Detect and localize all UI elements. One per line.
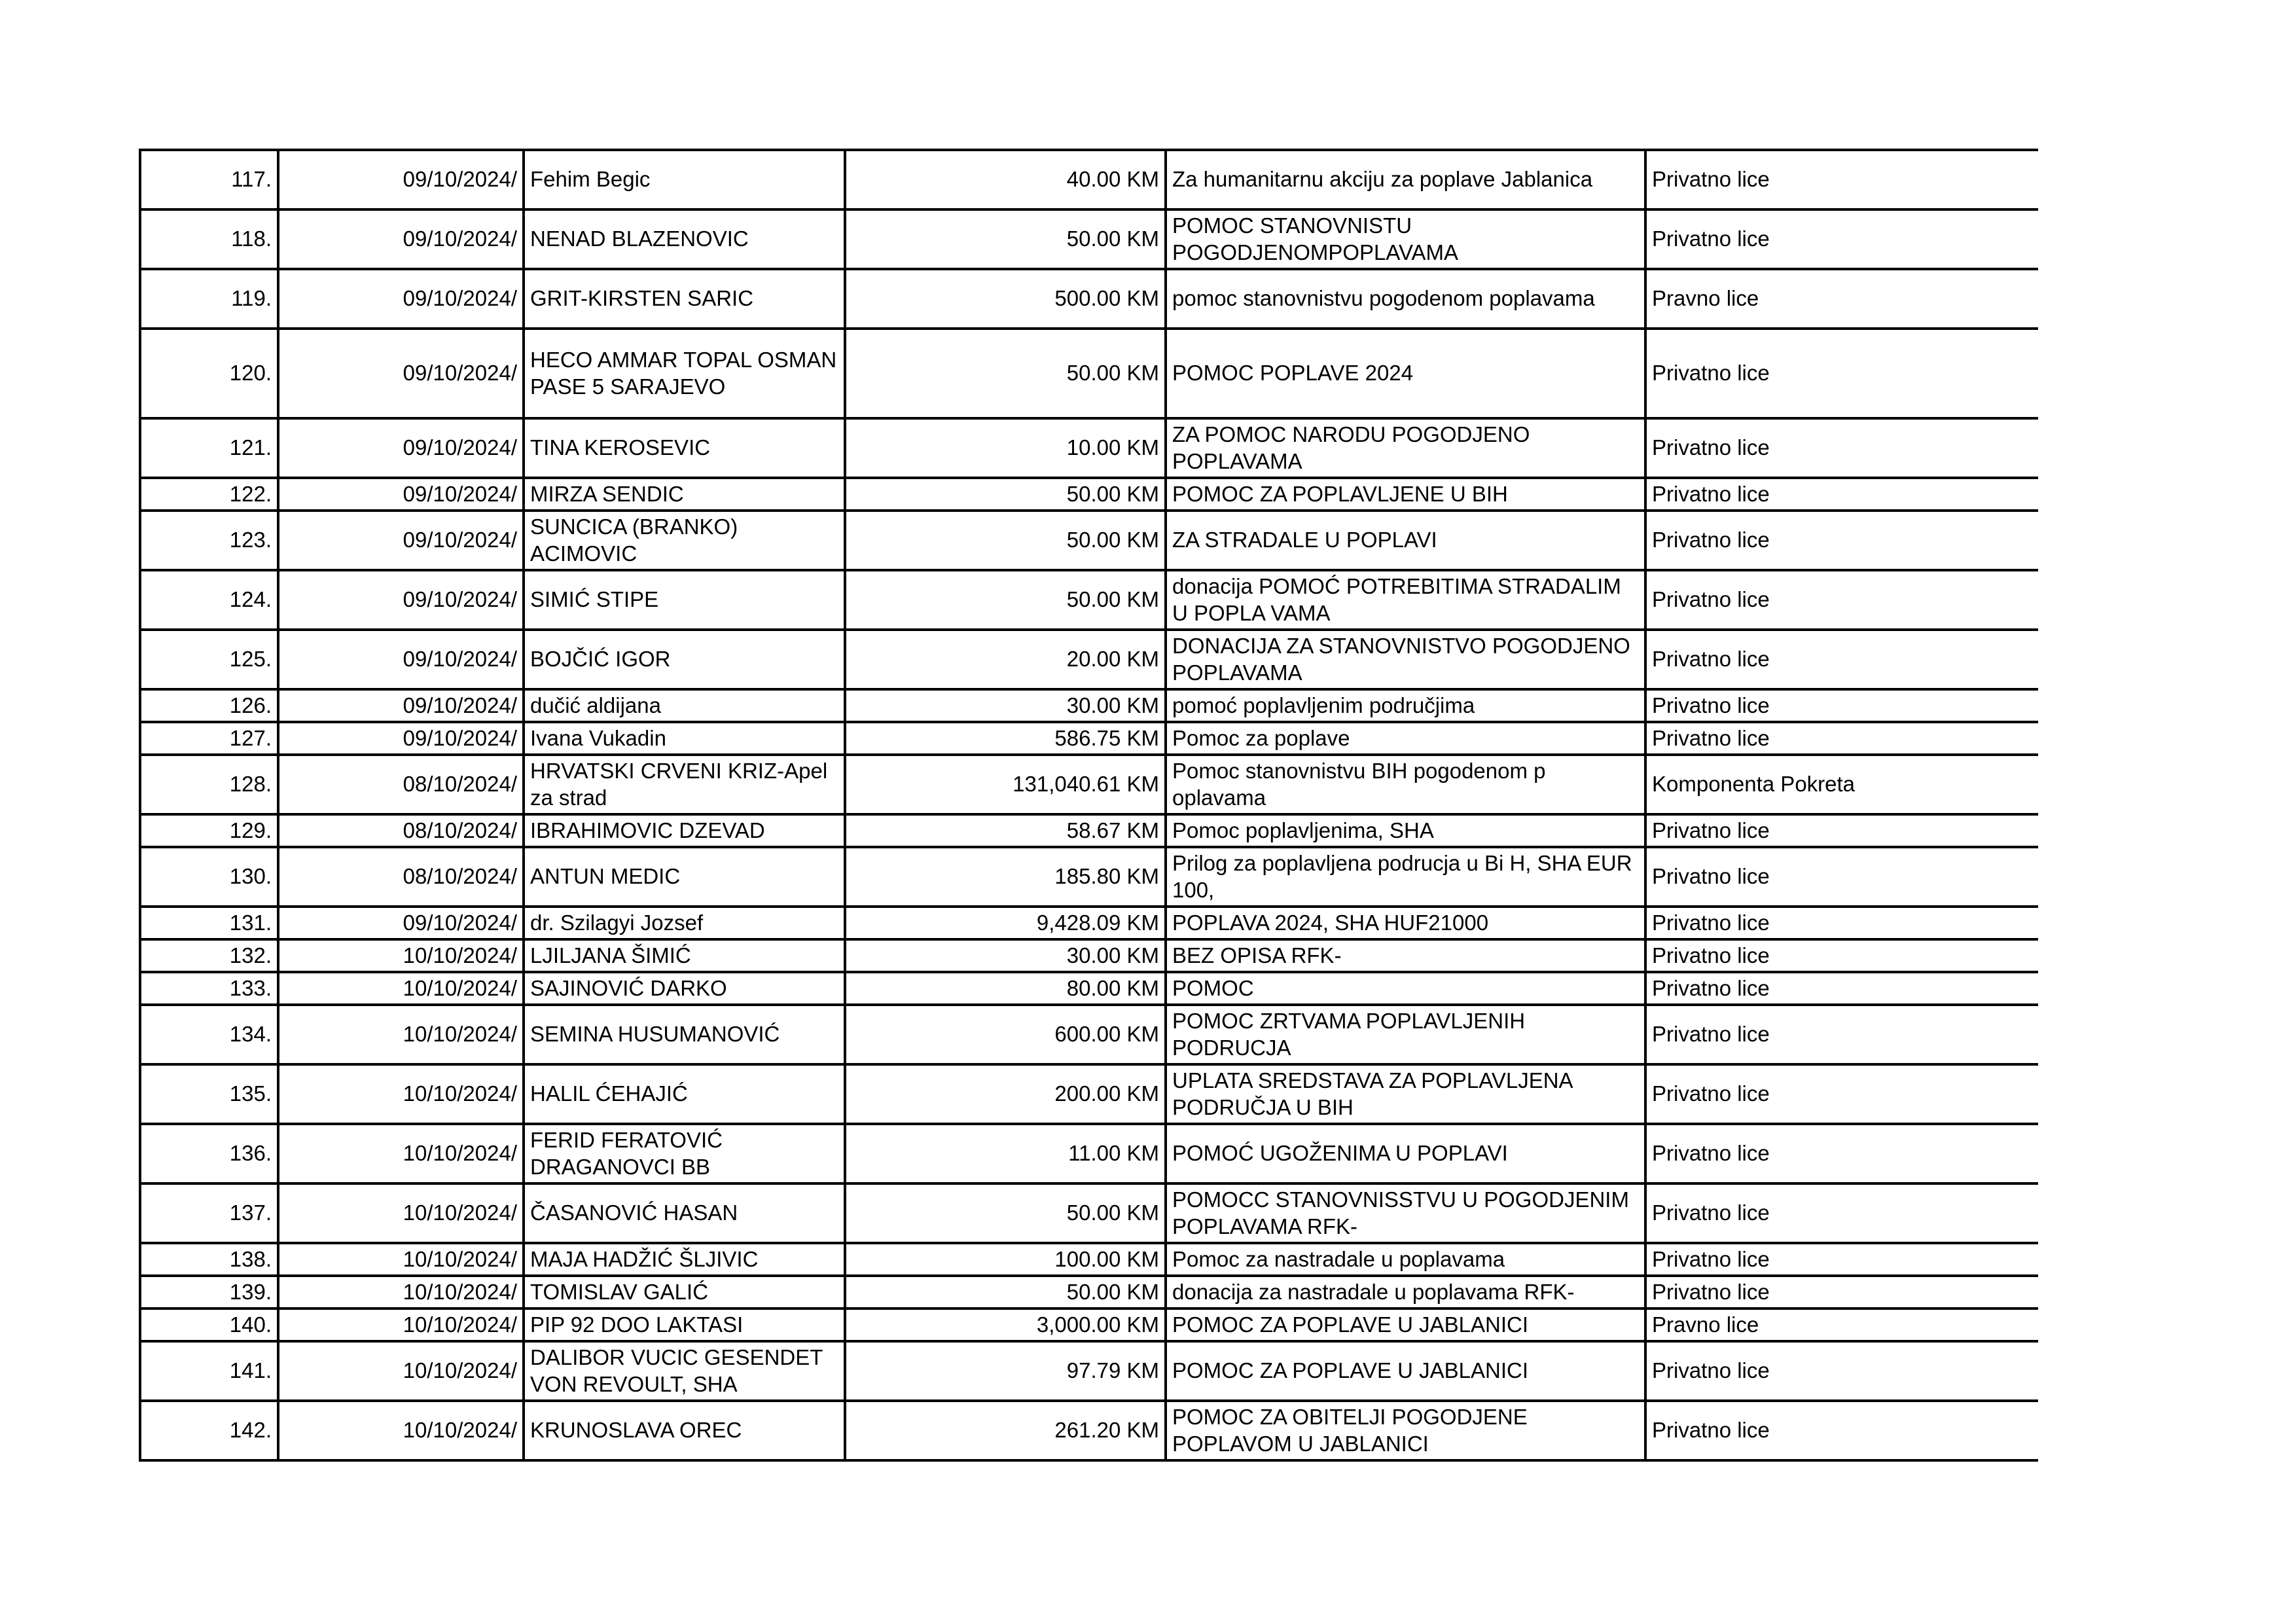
row-donor-type: Privatno lice (1645, 847, 2038, 907)
table-row (140, 1005, 2038, 1064)
row-date: 10/10/2024/ (278, 939, 524, 972)
row-donor: dr. Szilagyi Jozsef (524, 907, 845, 939)
row-description: Za humanitarnu akciju za poplave Jablanica (1166, 150, 1645, 209)
row-amount: 261.20 KM (845, 1401, 1166, 1460)
row-description: POMOC ZA POPLAVE U JABLANICI (1166, 1341, 1645, 1401)
row-number: 131. (140, 907, 278, 939)
row-number: 125. (140, 630, 278, 689)
row-amount: 131,040.61 KM (845, 755, 1166, 814)
row-donor: KRUNOSLAVA OREC (524, 1401, 845, 1460)
row-donor: ČASANOVIĆ HASAN (524, 1183, 845, 1243)
row-number: 134. (140, 1005, 278, 1064)
row-description: POMOĆ UGOŽENIMA U POPLAVI (1166, 1124, 1645, 1183)
row-donor-type: Komponenta Pokreta (1645, 755, 2038, 814)
table-row (140, 269, 2038, 329)
row-donor: MAJA HADŽIĆ ŠLJIVIC (524, 1243, 845, 1276)
row-amount: 500.00 KM (845, 269, 1166, 329)
row-donor-type: Privatno lice (1645, 1401, 2038, 1460)
row-date: 10/10/2024/ (278, 1064, 524, 1124)
row-amount: 11.00 KM (845, 1124, 1166, 1183)
row-description: Pomoc za poplave (1166, 722, 1645, 755)
row-number: 127. (140, 722, 278, 755)
row-donor-type: Privatno lice (1645, 689, 2038, 722)
row-amount: 40.00 KM (845, 150, 1166, 209)
table-row (140, 847, 2038, 907)
row-donor-type: Privatno lice (1645, 1183, 2038, 1243)
row-date: 09/10/2024/ (278, 209, 524, 269)
row-amount: 10.00 KM (845, 418, 1166, 478)
row-description: POMOCC STANOVNISSTVU U POGODJENIM POPLAVAMA RFK- (1166, 1183, 1645, 1243)
row-donor-type: Privatno lice (1645, 418, 2038, 478)
row-description: POMOC STANOVNISTU POGODJENOMPOPLAVAMA (1166, 209, 1645, 269)
row-amount: 586.75 KM (845, 722, 1166, 755)
row-date: 09/10/2024/ (278, 511, 524, 570)
row-date: 10/10/2024/ (278, 1005, 524, 1064)
row-number: 140. (140, 1308, 278, 1341)
row-number: 120. (140, 329, 278, 418)
row-donor: SUNCICA (BRANKO) ACIMOVIC (524, 511, 845, 570)
row-description: POMOC ZRTVAMA POPLAVLJENIH PODRUCJA (1166, 1005, 1645, 1064)
table-row (140, 1243, 2038, 1276)
row-donor: SIMIĆ STIPE (524, 570, 845, 630)
row-date: 09/10/2024/ (278, 689, 524, 722)
row-amount: 600.00 KM (845, 1005, 1166, 1064)
table-row (140, 1401, 2038, 1460)
row-number: 123. (140, 511, 278, 570)
row-donor-type: Privatno lice (1645, 972, 2038, 1005)
table-row (140, 755, 2038, 814)
row-amount: 50.00 KM (845, 1183, 1166, 1243)
table-row (140, 478, 2038, 511)
row-amount: 97.79 KM (845, 1341, 1166, 1401)
row-number: 119. (140, 269, 278, 329)
table-row (140, 1124, 2038, 1183)
table-row (140, 1064, 2038, 1124)
row-description: DONACIJA ZA STANOVNISTVO POGODJENO POPLAVAMA (1166, 630, 1645, 689)
row-date: 09/10/2024/ (278, 269, 524, 329)
row-amount: 58.67 KM (845, 814, 1166, 847)
donations-table (139, 149, 2038, 1462)
row-donor: DALIBOR VUCIC GESENDET VON REVOULT, SHA (524, 1341, 845, 1401)
row-amount: 200.00 KM (845, 1064, 1166, 1124)
row-donor: IBRAHIMOVIC DZEVAD (524, 814, 845, 847)
row-donor: HRVATSKI CRVENI KRIZ-Apel za strad (524, 755, 845, 814)
row-donor: SEMINA HUSUMANOVIĆ (524, 1005, 845, 1064)
table-row (140, 972, 2038, 1005)
row-number: 124. (140, 570, 278, 630)
table-row (140, 907, 2038, 939)
row-number: 118. (140, 209, 278, 269)
row-date: 10/10/2024/ (278, 1276, 524, 1308)
table-row (140, 689, 2038, 722)
row-date: 10/10/2024/ (278, 1124, 524, 1183)
row-donor: Fehim Begic (524, 150, 845, 209)
row-donor: HALIL ĆEHAJIĆ (524, 1064, 845, 1124)
row-number: 117. (140, 150, 278, 209)
row-amount: 50.00 KM (845, 329, 1166, 418)
row-donor: BOJČIĆ IGOR (524, 630, 845, 689)
row-donor: LJILJANA ŠIMIĆ (524, 939, 845, 972)
row-amount: 100.00 KM (845, 1243, 1166, 1276)
row-date: 09/10/2024/ (278, 329, 524, 418)
row-date: 10/10/2024/ (278, 1401, 524, 1460)
table-row (140, 1341, 2038, 1401)
row-donor-type: Privatno lice (1645, 150, 2038, 209)
row-donor-type: Privatno lice (1645, 939, 2038, 972)
row-date: 09/10/2024/ (278, 630, 524, 689)
row-description: Pomoc za nastradale u poplavama (1166, 1243, 1645, 1276)
row-description: POMOC ZA POPLAVE U JABLANICI (1166, 1308, 1645, 1341)
table-row (140, 150, 2038, 209)
row-description: POMOC ZA POPLAVLJENE U BIH (1166, 478, 1645, 511)
table-row (140, 570, 2038, 630)
row-donor-type: Pravno lice (1645, 269, 2038, 329)
row-date: 10/10/2024/ (278, 1308, 524, 1341)
row-donor: GRIT-KIRSTEN SARIC (524, 269, 845, 329)
row-amount: 80.00 KM (845, 972, 1166, 1005)
row-donor-type: Privatno lice (1645, 1005, 2038, 1064)
row-donor-type: Privatno lice (1645, 1064, 2038, 1124)
row-description: POMOC POPLAVE 2024 (1166, 329, 1645, 418)
row-date: 08/10/2024/ (278, 814, 524, 847)
row-date: 08/10/2024/ (278, 847, 524, 907)
row-donor: dučić aldijana (524, 689, 845, 722)
row-donor: HECO AMMAR TOPAL OSMAN PASE 5 SARAJEVO (524, 329, 845, 418)
row-description: pomoć poplavljenim područjima (1166, 689, 1645, 722)
row-donor-type: Privatno lice (1645, 1243, 2038, 1276)
row-description: POPLAVA 2024, SHA HUF21000 (1166, 907, 1645, 939)
row-date: 08/10/2024/ (278, 755, 524, 814)
row-donor-type: Privatno lice (1645, 570, 2038, 630)
table-row (140, 418, 2038, 478)
row-donor-type: Privatno lice (1645, 511, 2038, 570)
table-row (140, 209, 2038, 269)
row-number: 136. (140, 1124, 278, 1183)
row-description: donacija POMOĆ POTREBITIMA STRADALIM U POPLA VAMA (1166, 570, 1645, 630)
row-description: ZA STRADALE U POPLAVI (1166, 511, 1645, 570)
row-description: Prilog za poplavljena podrucja u Bi H, SHA EUR 100, (1166, 847, 1645, 907)
row-date: 09/10/2024/ (278, 478, 524, 511)
row-date: 10/10/2024/ (278, 1243, 524, 1276)
row-description: POMOC (1166, 972, 1645, 1005)
row-number: 142. (140, 1401, 278, 1460)
row-date: 10/10/2024/ (278, 1183, 524, 1243)
row-amount: 50.00 KM (845, 478, 1166, 511)
row-date: 10/10/2024/ (278, 1341, 524, 1401)
row-donor-type: Privatno lice (1645, 1341, 2038, 1401)
row-description: BEZ OPISA RFK- (1166, 939, 1645, 972)
row-amount: 9,428.09 KM (845, 907, 1166, 939)
row-donor-type: Privatno lice (1645, 907, 2038, 939)
row-donor: ANTUN MEDIC (524, 847, 845, 907)
row-donor: TOMISLAV GALIĆ (524, 1276, 845, 1308)
row-amount: 30.00 KM (845, 939, 1166, 972)
row-date: 09/10/2024/ (278, 722, 524, 755)
row-donor: TINA KEROSEVIC (524, 418, 845, 478)
row-description: Pomoc poplavljenima, SHA (1166, 814, 1645, 847)
row-date: 09/10/2024/ (278, 418, 524, 478)
table-row (140, 511, 2038, 570)
row-amount: 185.80 KM (845, 847, 1166, 907)
row-number: 122. (140, 478, 278, 511)
row-description: Pomoc stanovnistvu BIH pogodenom p oplavama (1166, 755, 1645, 814)
row-donor: SAJINOVIĆ DARKO (524, 972, 845, 1005)
table-row (140, 1276, 2038, 1308)
row-number: 126. (140, 689, 278, 722)
row-donor-type: Privatno lice (1645, 722, 2038, 755)
row-description: POMOC ZA OBITELJI POGODJENE POPLAVOM U JABLANICI (1166, 1401, 1645, 1460)
row-donor: NENAD BLAZENOVIC (524, 209, 845, 269)
row-amount: 3,000.00 KM (845, 1308, 1166, 1341)
table-row (140, 630, 2038, 689)
row-donor-type: Privatno lice (1645, 630, 2038, 689)
table-row (140, 939, 2038, 972)
table-row (140, 722, 2038, 755)
row-amount: 20.00 KM (845, 630, 1166, 689)
row-donor: FERID FERATOVIĆ DRAGANOVCI BB (524, 1124, 845, 1183)
row-date: 10/10/2024/ (278, 972, 524, 1005)
row-number: 139. (140, 1276, 278, 1308)
row-number: 121. (140, 418, 278, 478)
row-donor-type: Privatno lice (1645, 478, 2038, 511)
row-donor-type: Privatno lice (1645, 209, 2038, 269)
row-donor: PIP 92 DOO LAKTASI (524, 1308, 845, 1341)
row-date: 09/10/2024/ (278, 570, 524, 630)
table-row (140, 814, 2038, 847)
row-description: UPLATA SREDSTAVA ZA POPLAVLJENA PODRUČJA U BIH (1166, 1064, 1645, 1124)
table-row (140, 1308, 2038, 1341)
row-donor-type: Privatno lice (1645, 1276, 2038, 1308)
row-number: 128. (140, 755, 278, 814)
row-number: 137. (140, 1183, 278, 1243)
table-row (140, 1183, 2038, 1243)
row-number: 129. (140, 814, 278, 847)
row-amount: 50.00 KM (845, 511, 1166, 570)
row-number: 141. (140, 1341, 278, 1401)
row-number: 132. (140, 939, 278, 972)
row-description: ZA POMOC NARODU POGODJENO POPLAVAMA (1166, 418, 1645, 478)
row-amount: 50.00 KM (845, 1276, 1166, 1308)
row-number: 133. (140, 972, 278, 1005)
row-donor-type: Pravno lice (1645, 1308, 2038, 1341)
row-number: 138. (140, 1243, 278, 1276)
row-donor: Ivana Vukadin (524, 722, 845, 755)
row-amount: 30.00 KM (845, 689, 1166, 722)
row-donor-type: Privatno lice (1645, 1124, 2038, 1183)
row-amount: 50.00 KM (845, 209, 1166, 269)
row-amount: 50.00 KM (845, 570, 1166, 630)
row-number: 130. (140, 847, 278, 907)
donations-table-body (140, 150, 2038, 1460)
table-row (140, 329, 2038, 418)
row-date: 09/10/2024/ (278, 150, 524, 209)
row-donor-type: Privatno lice (1645, 814, 2038, 847)
row-donor-type: Privatno lice (1645, 329, 2038, 418)
row-number: 135. (140, 1064, 278, 1124)
row-description: pomoc stanovnistvu pogodenom poplavama (1166, 269, 1645, 329)
row-donor: MIRZA SENDIC (524, 478, 845, 511)
row-description: donacija za nastradale u poplavama RFK- (1166, 1276, 1645, 1308)
row-date: 09/10/2024/ (278, 907, 524, 939)
